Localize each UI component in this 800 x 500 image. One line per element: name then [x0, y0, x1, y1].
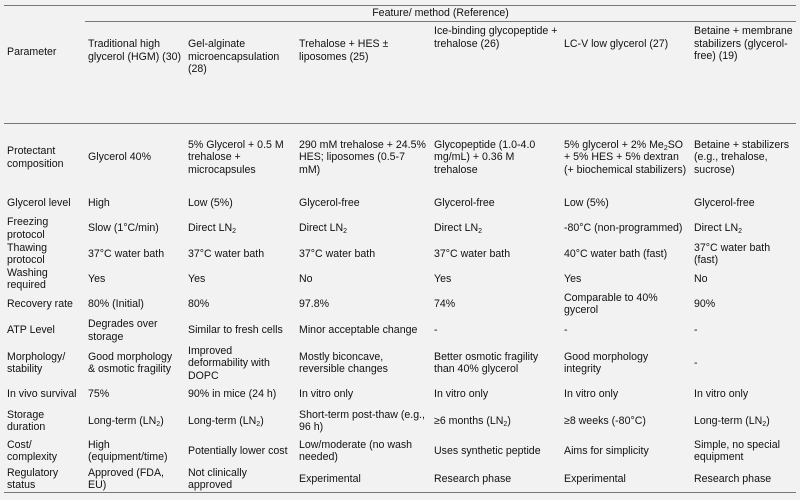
- table-cell: -: [434, 324, 438, 337]
- table-cell: Low/moderate (no wash needed): [299, 438, 413, 463]
- table-cell: 37°C water bath (fast): [694, 241, 771, 266]
- table-cell: High (equipment/time): [88, 438, 168, 463]
- table-cell: Betaine + stabilizers (e.g., trehalose, sucrose): [694, 138, 790, 176]
- table-cell: 37°C water bath: [88, 247, 165, 260]
- table-cell: Glycerol-free: [434, 197, 495, 210]
- table-cell: -: [564, 324, 568, 337]
- table-row: [4, 192, 796, 216]
- table-cell: Minor acceptable change: [299, 324, 418, 337]
- table-cell: Comparable to 40% gycerol: [564, 291, 658, 316]
- row-parameter-label: ATP Level: [7, 324, 55, 337]
- table-row: [4, 466, 796, 493]
- table-cell: Similar to fresh cells: [188, 324, 283, 337]
- row-parameter-label: Washing required: [7, 266, 48, 291]
- method-header: LC-V low glycerol (27): [564, 38, 669, 50]
- method-header: Betaine + membrane stabilizers (glycerol-free) (19): [694, 25, 793, 62]
- comparison-table: [4, 5, 796, 493]
- row-parameter-label: Protectant composition: [7, 145, 64, 170]
- table-cell: 5% Glycerol + 0.5 M trehalose + microcapsules: [188, 138, 284, 176]
- table-row: [4, 267, 796, 292]
- table-cell: Direct $LN_2$: [694, 222, 743, 236]
- table-cell: Experimental: [564, 472, 626, 485]
- table-cell: Simple, no special equipment: [694, 438, 780, 463]
- table-cell: Mostly biconcave, reversible changes: [299, 350, 388, 376]
- table-cell: Long-term $(LN_2)$: [88, 414, 164, 428]
- row-parameter-label: Regulatory status: [7, 466, 59, 491]
- table-cell: In vitro only: [434, 387, 489, 400]
- table-row: [4, 292, 796, 317]
- table-cell: Degrades over storage: [88, 318, 158, 343]
- table-cell: Direct $LN_2$: [434, 222, 483, 236]
- table-cell: In vitro only: [694, 387, 749, 400]
- table-cell: ≥6 months $(LN_2)$: [434, 414, 511, 428]
- method-header: Traditional high glycerol (HGM) (30): [88, 38, 182, 63]
- table-cell: Aims for simplicity: [564, 444, 649, 457]
- table-cell: 290 mM trehalose + 24.5% HES; liposomes (0.5-7 mM): [299, 138, 426, 176]
- table-cell: No: [299, 272, 313, 285]
- table-row: [4, 436, 796, 466]
- table-cell: ≥8 weeks (-80°C): [564, 414, 646, 427]
- table-cell: Glycerol-free: [299, 197, 360, 210]
- table-cell: Long-term $(LN_2)$: [694, 414, 770, 428]
- table-cell: Research phase: [434, 472, 512, 485]
- method-header: Gel-alginate microencapsulation (28): [188, 38, 280, 75]
- row-parameter-label: Morphology/ stability: [7, 350, 66, 376]
- table-cell: Yes: [564, 272, 582, 285]
- row-parameter-label: Thawing protocol: [7, 241, 48, 266]
- table-group-header-row: [4, 6, 796, 22]
- row-parameter-label: Storage duration: [7, 408, 46, 433]
- table-cell: -80°C (non-programmed): [564, 222, 683, 235]
- table-cell: Research phase: [694, 472, 772, 485]
- table-row: [4, 123, 796, 192]
- table-cell: Better osmotic fragility than 40% glycerol: [434, 350, 539, 376]
- table-cell: Short-term post-thaw (e.g., 96 h): [299, 408, 425, 433]
- table-row: [4, 317, 796, 345]
- row-parameter-label: Cost/ complexity: [7, 438, 58, 463]
- table-cell: No: [694, 272, 708, 285]
- row-parameter-label: Freezing protocol: [7, 216, 49, 241]
- table-cell: Not clinically approved: [188, 466, 247, 491]
- table-cell: 37°C water bath: [188, 247, 265, 260]
- table-cell: 90%: [694, 297, 716, 310]
- table-row: [4, 242, 796, 267]
- table-cell: 74%: [434, 297, 456, 310]
- table-cell: Experimental: [299, 472, 361, 485]
- table-cell: 5% glycerol + 2% $Me_2SO + 5\%$ HES + 5% dextran (+ biochemical stabilizers): [564, 138, 687, 176]
- table-cell: High: [88, 197, 110, 210]
- table-cell: Slow (1°C/min): [88, 222, 159, 235]
- method-header: Trehalose + HES ± liposomes (25): [299, 38, 389, 63]
- table-cell: Yes: [88, 272, 106, 285]
- table-cell: Yes: [188, 272, 206, 285]
- table-cell: Good morphology integrity: [564, 350, 649, 376]
- table-cell: 37°C water bath: [299, 247, 376, 260]
- table-cell: -: [694, 324, 698, 337]
- parameter-header: Parameter: [7, 45, 57, 58]
- table-cell: Improved deformability with DOPC: [188, 344, 270, 382]
- row-parameter-label: In vivo survival: [7, 387, 77, 400]
- table-cell: Low (5%): [188, 197, 233, 210]
- table-row: [4, 406, 796, 436]
- table-cell: Glycerol 40%: [88, 151, 151, 164]
- table-cell: In vitro only: [299, 387, 354, 400]
- table-header-row: [4, 22, 796, 124]
- table-cell: 37°C water bath: [434, 247, 511, 260]
- method-header: Ice-binding glycopeptide + trehalose (26): [434, 25, 558, 50]
- table-cell: Direct $LN_2$: [188, 222, 237, 236]
- row-parameter-label: Glycerol level: [7, 197, 71, 210]
- table-cell: Approved (FDA, EU): [88, 466, 164, 491]
- table-cell: 40°C water bath (fast): [564, 247, 668, 260]
- table-cell: Uses synthetic peptide: [434, 444, 541, 457]
- table-cell: -: [694, 357, 698, 369]
- table-cell: Yes: [434, 272, 452, 285]
- table-cell: 97.8%: [299, 297, 330, 310]
- table-cell: Glycerol-free: [694, 197, 755, 210]
- table-cell: 75%: [88, 387, 110, 400]
- row-parameter-label: Recovery rate: [7, 297, 73, 310]
- table-row: [4, 345, 796, 383]
- table-cell: Good morphology & osmotic fragility: [88, 350, 173, 376]
- table-cell: 80%: [188, 297, 210, 310]
- table-cell: 80% (Initial): [88, 297, 144, 310]
- feature-method-header: Feature/ method (Reference): [85, 6, 796, 22]
- table-cell: In vitro only: [564, 387, 619, 400]
- table-cell: 90% in mice (24 h): [188, 387, 277, 400]
- table-row: [4, 216, 796, 242]
- table-row: [4, 382, 796, 406]
- table-cell: Long-term $(LN_2)$: [188, 414, 264, 428]
- table-cell: Low (5%): [564, 197, 609, 210]
- table-cell: Direct $LN_2$: [299, 222, 348, 236]
- table-cell: Glycopeptide (1.0-4.0 mg/mL) + 0.36 M trehalose: [434, 138, 536, 176]
- table-cell: Potentially lower cost: [188, 444, 288, 457]
